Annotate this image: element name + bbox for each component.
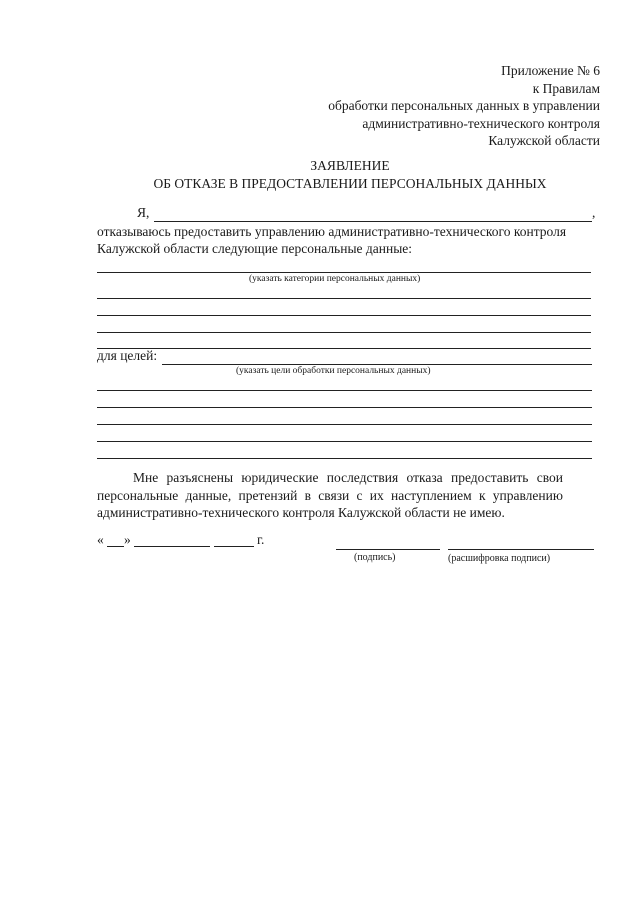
signature-decode-caption: (расшифровка подписи) <box>448 553 551 564</box>
explanation-paragraph <box>97 469 563 522</box>
categories-line[interactable] <box>97 272 591 273</box>
appendix-number: Приложение № 6 <box>501 63 600 78</box>
categories-line[interactable] <box>97 315 591 316</box>
appendix-header <box>328 62 600 150</box>
signature-caption: (подпись) <box>354 552 396 563</box>
date-open-quote: « <box>97 532 104 547</box>
appendix-department: административно-технического контроля <box>362 115 600 131</box>
document-subtitle: ОБ ОТКАЗЕ В ПРЕДОСТАВЛЕНИИ ПЕРСОНАЛЬНЫХ ДАННЫХ <box>153 176 547 191</box>
purpose-label: для целей: <box>97 348 158 363</box>
categories-line[interactable] <box>97 348 591 349</box>
categories-caption: (указать категории персональных данных) <box>249 274 421 284</box>
document-title: ЗАЯВЛЕНИЕ <box>310 158 390 173</box>
purpose-caption: (указать цели обработки персональных данных) <box>236 366 431 376</box>
purpose-line[interactable] <box>97 441 592 442</box>
appendix-region: Калужской области <box>488 133 600 148</box>
date-year-suffix: г. <box>257 532 265 547</box>
signature-field[interactable] <box>336 549 440 550</box>
applicant-name-field[interactable] <box>154 221 592 222</box>
purpose-line[interactable] <box>97 424 592 425</box>
purpose-line[interactable] <box>162 364 592 365</box>
applicant-label: Я, <box>137 205 150 220</box>
categories-line[interactable] <box>97 332 591 333</box>
appendix-rules-ref: к Правилам <box>532 80 600 96</box>
explanation-line1: Мне разъяснены юридические последствия отказа предоставить свои <box>133 470 563 485</box>
purpose-line[interactable] <box>97 390 592 391</box>
explanation-line3: административно-технического контроля Калужской области не имею. <box>97 505 505 520</box>
date-year-field[interactable] <box>214 546 254 547</box>
date-month-field[interactable] <box>134 546 210 547</box>
categories-line[interactable] <box>97 298 591 299</box>
appendix-rules-title: обработки персональных данных в управлении <box>328 98 600 113</box>
applicant-comma: , <box>592 205 596 220</box>
explanation-line2: персональные данные, претензий в связи с их наступлением к управлению <box>97 487 563 503</box>
purpose-line[interactable] <box>97 458 592 459</box>
refusal-text-line2: Калужской области следующие персональные данные: <box>97 241 413 256</box>
refusal-text-line1: отказываюсь предоставить управлению административно-технического контроля <box>97 224 567 239</box>
date-day-field[interactable] <box>107 546 124 547</box>
purpose-line[interactable] <box>97 407 592 408</box>
date-close-quote: » <box>124 532 131 547</box>
signature-decode-field[interactable] <box>448 549 594 550</box>
